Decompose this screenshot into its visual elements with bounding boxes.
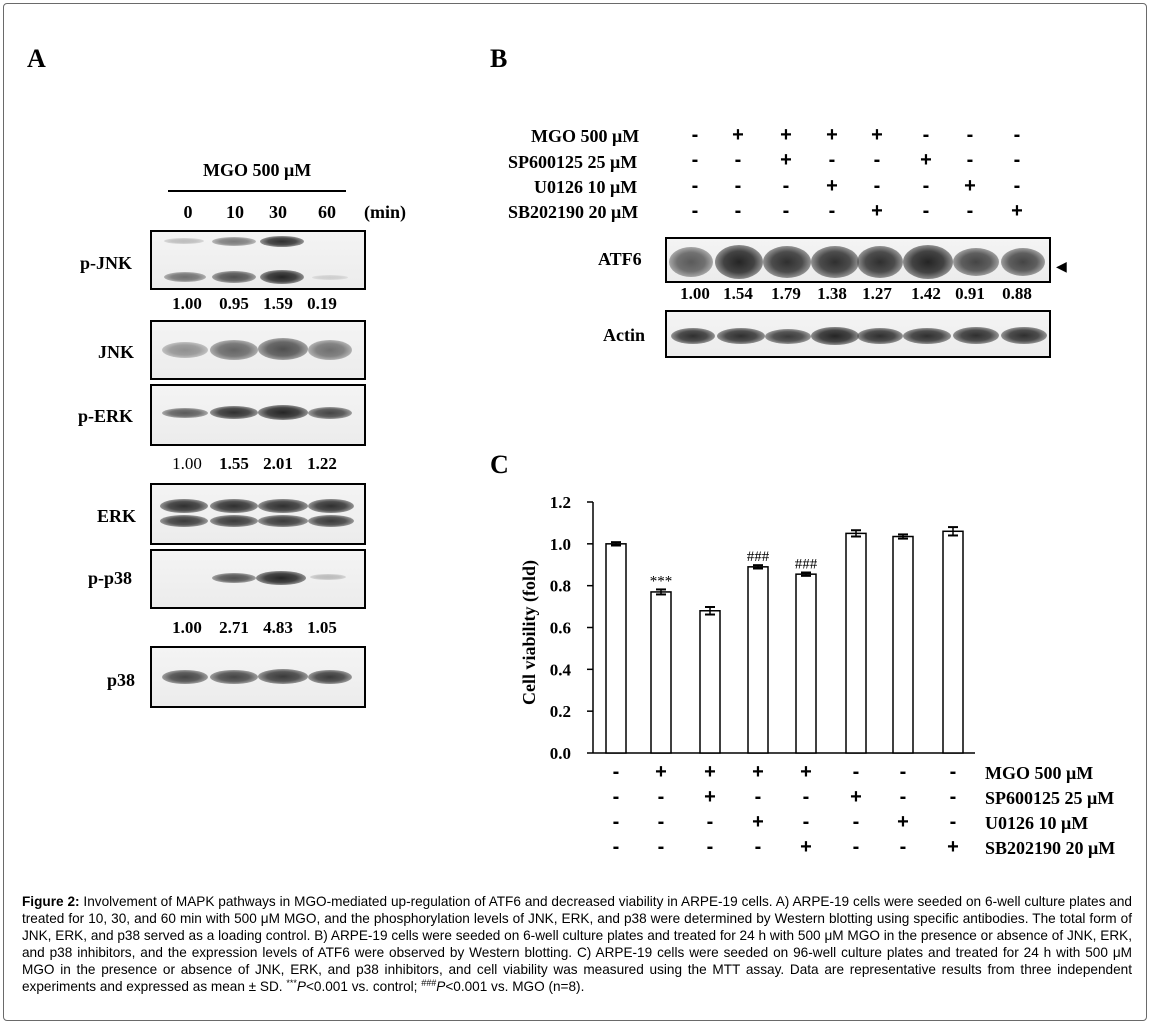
timepoint-0: 0 — [183, 202, 193, 222]
c-sign-r3-c3: - — [754, 836, 762, 858]
panel-a-letter: A — [27, 44, 46, 73]
b-sign-r3-c4: + — [871, 200, 883, 222]
c-sign-r1-c2: + — [704, 786, 716, 808]
caption-figure-label: Figure 2: — [22, 894, 80, 909]
quant-p-erk-0: 1.00 — [172, 454, 202, 473]
b-sign-r3-c7: + — [1011, 200, 1023, 222]
c-sign-r1-c0: - — [612, 786, 620, 808]
b-sign-r3-c2: - — [782, 200, 790, 222]
timepoint-30: 30 — [269, 202, 287, 222]
quant-p-p38-3: 1.05 — [307, 618, 337, 637]
y-tick-label-3: 0.6 — [549, 618, 571, 638]
c-sign-r2-c3: + — [752, 811, 764, 833]
c-sign-r2-c7: - — [949, 811, 957, 833]
c-sign-r0-c1: + — [655, 761, 667, 783]
time-unit: (min) — [364, 202, 406, 222]
c-sign-r2-c5: - — [852, 811, 860, 833]
b-sign-r0-c0: - — [691, 124, 699, 146]
c-sign-r3-c7: + — [947, 836, 959, 858]
b-sign-r1-c7: - — [1013, 149, 1021, 171]
c-sign-r0-c3: + — [752, 761, 764, 783]
quant-p-erk-1: 1.55 — [219, 454, 249, 473]
b-atf6-label: ATF6 — [598, 249, 642, 269]
b-sign-r1-c0: - — [691, 149, 699, 171]
panel-c-letter: C — [490, 450, 509, 479]
b-atf6-quant-4: 1.27 — [862, 284, 892, 303]
bar-4 — [796, 574, 816, 753]
bar-annotation-1: *** — [649, 573, 673, 590]
c-sign-r0-c4: + — [800, 761, 812, 783]
bar-2 — [700, 611, 720, 753]
quant-p-jnk-3: 0.19 — [307, 294, 337, 313]
y-tick-label-0: 0.0 — [549, 744, 571, 763]
c-sign-r0-c5: - — [852, 761, 860, 783]
b-atf6-quant-5: 1.42 — [911, 284, 941, 303]
b-sign-r1-c5: + — [920, 149, 932, 171]
b-sign-r2-c6: + — [964, 175, 976, 197]
b-sign-r2-c0: - — [691, 175, 699, 197]
bar-5 — [846, 533, 866, 753]
c-sign-r3-c4: + — [800, 836, 812, 858]
quant-p-jnk-1: 0.95 — [219, 294, 249, 313]
c-sign-r1-c1: - — [657, 786, 665, 808]
b-atf6-quant-3: 1.38 — [817, 284, 847, 303]
c-sign-r2-c0: - — [612, 811, 620, 833]
c-sign-r1-c7: - — [949, 786, 957, 808]
quant-p-p38-0: 1.00 — [172, 618, 202, 637]
bar-7 — [943, 531, 963, 753]
quant-p-erk-2: 2.01 — [263, 454, 293, 473]
c-sign-r2-c4: - — [802, 811, 810, 833]
c-row-label-u0126: U0126 10 μM — [985, 813, 1089, 833]
b-sign-r0-c6: - — [966, 124, 974, 146]
c-sign-r1-c6: - — [899, 786, 907, 808]
b-sign-r1-c4: - — [873, 149, 881, 171]
blot-label-p-jnk: p-JNK — [80, 253, 133, 273]
b-row-label-sp600125: SP600125 25 μM — [508, 152, 638, 172]
caption-sig-2: ### — [421, 978, 437, 988]
caption-p-2: P — [436, 979, 446, 994]
b-sign-r3-c5: - — [922, 200, 930, 222]
c-sign-r1-c3: - — [754, 786, 762, 808]
b-sign-r0-c3: + — [826, 124, 838, 146]
c-sign-r3-c6: - — [899, 836, 907, 858]
c-sign-r2-c6: + — [897, 811, 909, 833]
caption-text-3: <0.001 vs. MGO (n=8). — [445, 979, 585, 994]
c-sign-r2-c1: - — [657, 811, 665, 833]
b-sign-r0-c2: + — [780, 124, 792, 146]
bar-annotation-3: ### — [746, 549, 770, 566]
c-sign-r1-c5: + — [850, 786, 862, 808]
c-row-label-sb202190: SB202190 20 μM — [985, 838, 1116, 858]
panel-b-letter: B — [490, 44, 508, 73]
caption-p-1: P — [296, 979, 306, 994]
b-atf6-quant-2: 1.79 — [771, 284, 801, 303]
b-sign-r2-c3: + — [826, 175, 838, 197]
caption-text-1: Involvement of MAPK pathways in MGO-mediated up-regulation of ATF6 and decreased viability in ARPE-19 cells. A) ARPE-19 cells were seeded on 6-well culture plates and treated for 10, 30, and 60 min with 500 μM MGO, and the phosphorylation levels of JNK, ERK, and p38 were determined by Western blotting using specific antibodies. The total form of JNK, ERK, and p38 served as a loading control. B) ARPE-19 cells were seeded on 6-well culture plates and treated for 24 h with 500 μM MGO in the presence or absence of JNK, ERK, and p38 inhibitors, and the expression levels of ATF6 were observed by Western blotting. C) ARPE-19 cells were seeded on 96-well culture plates and treated for 24 h with 500 μM MGO in the presence or absence of JNK, ERK, and p38 inhibitors, and cell viability was measured using the MTT assay. Data are representative results from three independent experiments and expressed as mean ± SD. — [22, 894, 1132, 994]
caption-text-2: <0.001 vs. control; — [305, 979, 422, 994]
bar-annotation-4: ### — [794, 556, 818, 573]
blot-label-jnk: JNK — [98, 342, 134, 362]
b-sign-r3-c6: - — [966, 200, 974, 222]
y-tick-label-6: 1.2 — [549, 493, 571, 512]
b-sign-r2-c7: - — [1013, 175, 1021, 197]
quant-p-jnk-0: 1.00 — [172, 294, 202, 313]
timepoint-60: 60 — [318, 202, 336, 222]
b-sign-r2-c4: - — [873, 175, 881, 197]
b-row-label-sb202190: SB202190 20 μM — [508, 202, 639, 222]
b-atf6-quant-6: 0.91 — [955, 284, 985, 303]
b-sign-r2-c2: - — [782, 175, 790, 197]
c-sign-r1-c4: - — [802, 786, 810, 808]
c-sign-r2-c2: - — [706, 811, 714, 833]
caption-sig-1: *** — [286, 978, 297, 988]
c-sign-r0-c2: + — [704, 761, 716, 783]
y-tick-label-1: 0.2 — [549, 702, 571, 722]
b-atf6-quant-1: 1.54 — [723, 284, 753, 303]
y-tick-label-5: 1.0 — [549, 534, 571, 554]
c-sign-r3-c2: - — [706, 836, 714, 858]
b-sign-r3-c1: - — [734, 200, 742, 222]
atf6-arrow-icon: ◀ — [1056, 259, 1067, 275]
blot-label-p-p38: p-p38 — [88, 568, 133, 588]
quant-p-jnk-2: 1.59 — [263, 294, 293, 313]
b-sign-r2-c5: - — [922, 175, 930, 197]
c-sign-r3-c0: - — [612, 836, 620, 858]
quant-p-p38-1: 2.71 — [219, 618, 249, 637]
figure-caption — [22, 893, 1132, 995]
c-sign-r3-c1: - — [657, 836, 665, 858]
timepoint-10: 10 — [226, 202, 244, 222]
c-row-label-sp600125: SP600125 25 μM — [985, 788, 1115, 808]
b-sign-r0-c7: - — [1013, 124, 1021, 146]
b-sign-r3-c0: - — [691, 200, 699, 222]
b-sign-r3-c3: - — [828, 200, 836, 222]
c-sign-r0-c6: - — [899, 761, 907, 783]
y-axis-label: Cell viability (fold) — [519, 560, 539, 705]
c-sign-r3-c5: - — [852, 836, 860, 858]
panel-a-treatment-label: MGO 500 μM — [203, 160, 312, 180]
c-row-label-mgo: MGO 500 μM — [985, 763, 1094, 783]
b-sign-r1-c3: - — [828, 149, 836, 171]
blot-label-p-erk: p-ERK — [78, 406, 134, 426]
c-sign-r0-c0: - — [612, 761, 620, 783]
blot-label-erk: ERK — [97, 506, 137, 526]
b-sign-r0-c4: + — [871, 124, 883, 146]
b-sign-r1-c2: + — [780, 149, 792, 171]
b-atf6-quant-0: 1.00 — [680, 284, 710, 303]
b-row-label-mgo: MGO 500 μM — [531, 126, 640, 146]
b-sign-r0-c5: - — [922, 124, 930, 146]
b-sign-r1-c6: - — [966, 149, 974, 171]
quant-p-erk-3: 1.22 — [307, 454, 337, 473]
y-tick-label-2: 0.4 — [549, 660, 571, 680]
blot-label-p38: p38 — [107, 670, 136, 690]
bar-1 — [651, 592, 671, 753]
b-actin-label: Actin — [603, 325, 645, 345]
quant-p-p38-2: 4.83 — [263, 618, 293, 637]
b-sign-r2-c1: - — [734, 175, 742, 197]
bar-0 — [606, 544, 626, 753]
bar-3 — [748, 567, 768, 753]
bar-6 — [893, 537, 913, 753]
b-sign-r0-c1: + — [732, 124, 744, 146]
b-atf6-quant-7: 0.88 — [1002, 284, 1032, 303]
y-tick-label-4: 0.8 — [549, 576, 571, 596]
b-sign-r1-c1: - — [734, 149, 742, 171]
c-sign-r0-c7: - — [949, 761, 957, 783]
b-row-label-u0126: U0126 10 μM — [534, 177, 638, 197]
